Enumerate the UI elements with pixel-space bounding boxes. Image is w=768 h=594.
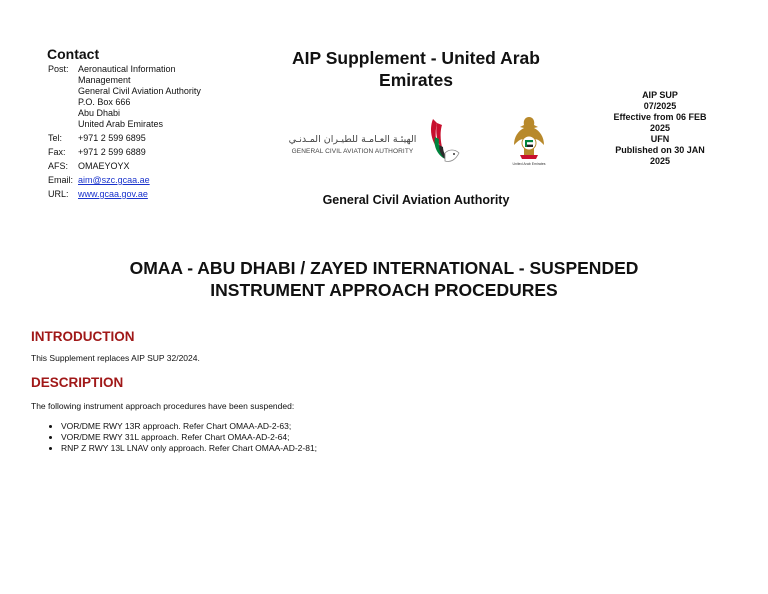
url-link[interactable]: www.gcaa.gov.ae: [78, 189, 148, 199]
gcaa-logo-english: GENERAL CIVIL AVIATION AUTHORITY: [291, 148, 414, 155]
tel-value: +971 2 599 6895: [78, 133, 146, 143]
aip-sup-info: [604, 90, 716, 167]
description-text: The following instrument approach procedures have been suspended:: [31, 401, 295, 411]
introduction-heading: INTRODUCTION: [31, 329, 135, 344]
fax-value: +971 2 599 6889: [78, 147, 146, 157]
contact-title: Contact: [47, 46, 100, 62]
address-line: Management: [78, 75, 131, 85]
address-line: P.O. Box 666: [78, 97, 131, 107]
uae-emblem-icon: [510, 115, 548, 165]
afs-label: AFS:: [48, 161, 69, 171]
aip-sup-line: UFN: [650, 134, 670, 144]
gcaa-logo-arabic: الهيئـة العـامـة للطيـران المـدنـي: [288, 134, 417, 145]
supplement-title-line: Emirates: [379, 70, 453, 90]
address-line: General Civil Aviation Authority: [78, 86, 201, 96]
fax-label: Fax:: [48, 147, 66, 157]
contact-table: [48, 64, 201, 200]
aip-sup-line: Published on 30 JAN: [615, 145, 705, 155]
address-line: Aeronautical Information: [78, 64, 176, 74]
introduction-text: This Supplement replaces AIP SUP 32/2024.: [31, 353, 200, 363]
list-item: • VOR/DME RWY 31L approach. Refer Chart OMAA-AD-2-64;: [61, 432, 317, 443]
emblem-caption: United Arab Emirates: [512, 162, 546, 166]
address-line: Abu Dhabi: [78, 108, 121, 118]
supplement-title-line: AIP Supplement - United Arab: [292, 48, 540, 68]
afs-value: OMAEYOYX: [78, 161, 130, 171]
post-label: Post:: [48, 64, 69, 74]
aip-sup-line: Effective from 06 FEB: [613, 112, 707, 122]
email-label: Email:: [48, 175, 74, 185]
post-address: [78, 64, 201, 130]
url-label: URL:: [48, 189, 69, 199]
list-item: • VOR/DME RWY 13R approach. Refer Chart OMAA-AD-2-63;: [61, 421, 317, 432]
aip-sup-line: 2025: [649, 123, 671, 133]
document-title-line: INSTRUMENT APPROACH PROCEDURES: [210, 280, 558, 300]
description-heading: DESCRIPTION: [31, 375, 124, 390]
address-line: United Arab Emirates: [78, 119, 164, 129]
list-item: • RNP Z RWY 13L LNAV only approach. Refer Chart OMAA-AD-2-81;: [61, 443, 317, 454]
aip-sup-line: AIP SUP: [642, 90, 678, 100]
document-title: [90, 257, 678, 301]
email-link[interactable]: aim@szc.gcaa.ae: [78, 175, 150, 185]
aip-sup-line: 2025: [649, 156, 671, 166]
gcaa-falcon-logo-icon: [425, 115, 465, 167]
authority-name: General Civil Aviation Authority: [322, 193, 510, 207]
aip-sup-line: 07/2025: [643, 101, 677, 111]
supplement-title: [268, 47, 564, 91]
suspended-procedures-list: [48, 421, 317, 454]
tel-label: Tel:: [48, 133, 63, 143]
document-title-line: OMAA - ABU DHABI / ZAYED INTERNATIONAL - SUSPENDED: [129, 258, 639, 278]
